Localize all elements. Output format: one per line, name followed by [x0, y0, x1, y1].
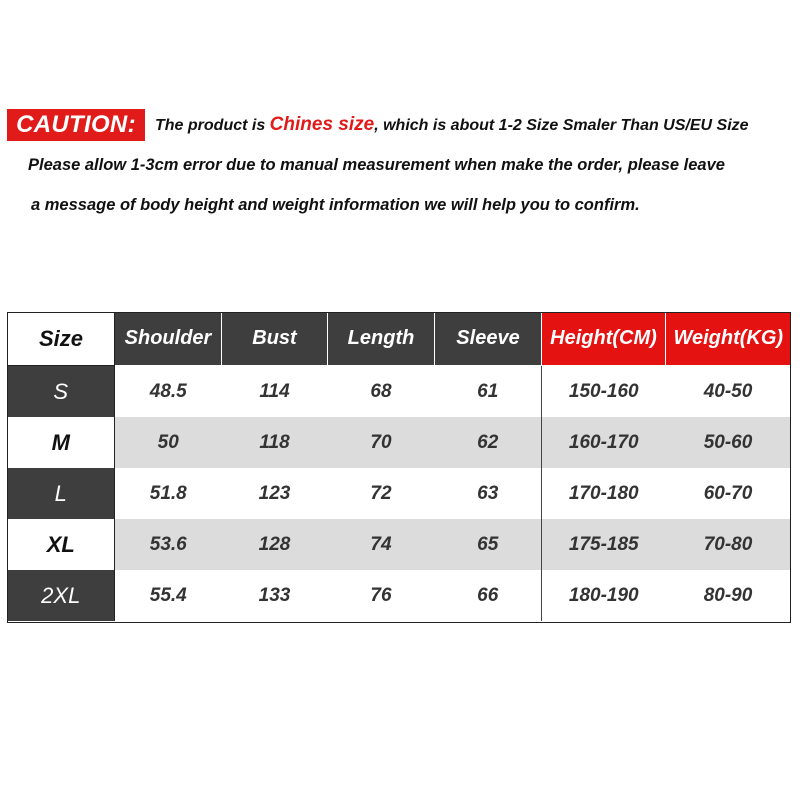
- table-cell: 40-50: [666, 366, 791, 418]
- table-row: [8, 366, 791, 418]
- table-cell: 61: [435, 366, 542, 418]
- size-cell: S: [8, 366, 115, 418]
- table-cell: 128: [222, 519, 328, 570]
- table-cell: 123: [222, 468, 328, 519]
- table-cell: 150-160: [542, 366, 666, 418]
- table-cell: 70-80: [666, 519, 791, 570]
- table-cell: 66: [435, 570, 542, 621]
- table-cell: 65: [435, 519, 542, 570]
- table-cell: 170-180: [542, 468, 666, 519]
- size-cell: M: [8, 417, 115, 468]
- size-cell: XL: [8, 519, 115, 570]
- table-cell: 133: [222, 570, 328, 621]
- header-weight: Weight(KG): [666, 313, 791, 366]
- caution-line-1-post: , which is about 1-2 Size Smaler Than US/EU Size: [374, 117, 749, 134]
- size-chart-table: [7, 312, 791, 621]
- table-cell: 55.4: [115, 570, 222, 621]
- table-cell: 74: [328, 519, 435, 570]
- table-cell: 76: [328, 570, 435, 621]
- table-cell: 53.6: [115, 519, 222, 570]
- caution-badge: CAUTION:: [7, 109, 145, 141]
- table-cell: 68: [328, 366, 435, 418]
- table-row: [8, 468, 791, 519]
- header-size: Size: [8, 313, 115, 366]
- header-sleeve: Sleeve: [435, 313, 542, 366]
- table-cell: 114: [222, 366, 328, 418]
- table-cell: 160-170: [542, 417, 666, 468]
- table-cell: 80-90: [666, 570, 791, 621]
- table-cell: 63: [435, 468, 542, 519]
- table-row: [8, 519, 791, 570]
- caution-line-1: [155, 113, 749, 138]
- table-cell: 60-70: [666, 468, 791, 519]
- header-bust: Bust: [222, 313, 328, 366]
- table-cell: 175-185: [542, 519, 666, 570]
- header-length: Length: [328, 313, 435, 366]
- table-cell: 72: [328, 468, 435, 519]
- size-cell: L: [8, 468, 115, 519]
- header-height: Height(CM): [542, 313, 666, 366]
- size-cell: 2XL: [8, 570, 115, 621]
- header-shoulder: Shoulder: [115, 313, 222, 366]
- caution-line-2: Please allow 1-3cm error due to manual measurement when make the order, please leave: [28, 156, 725, 174]
- table-cell: 70: [328, 417, 435, 468]
- table-row: [8, 417, 791, 468]
- table-cell: 118: [222, 417, 328, 468]
- table-cell: 50: [115, 417, 222, 468]
- table-header-row: [8, 313, 791, 366]
- caution-line-1-pre: The product is: [155, 117, 270, 134]
- caution-line-1-highlight: Chines size: [269, 114, 375, 135]
- caution-line-3: a message of body height and weight information we will help you to confirm.: [31, 196, 640, 214]
- table-cell: 48.5: [115, 366, 222, 418]
- table-row: [8, 570, 791, 621]
- table-cell: 180-190: [542, 570, 666, 621]
- table-cell: 51.8: [115, 468, 222, 519]
- table-cell: 50-60: [666, 417, 791, 468]
- table-cell: 62: [435, 417, 542, 468]
